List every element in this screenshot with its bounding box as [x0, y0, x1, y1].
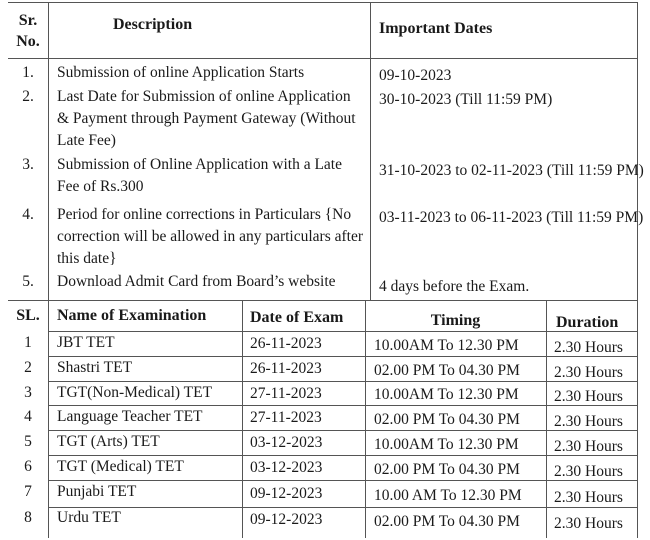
exam-timing: 10.00AM To 12.30 PM [374, 436, 519, 453]
column-divider [48, 300, 49, 538]
header-exam-date: Date of Exam [250, 309, 344, 326]
exam-date: 27-11-2023 [250, 385, 322, 402]
exam-duration: 2.30 Hours [554, 489, 623, 506]
header-sr: Sr. [18, 12, 38, 29]
exam-sl: 2 [24, 359, 32, 376]
row-divider [8, 58, 638, 59]
row-divider [48, 480, 638, 481]
exam-duration: 2.30 Hours [554, 364, 623, 381]
column-divider [242, 300, 243, 538]
schedule-date: 4 days before the Exam. [379, 278, 530, 295]
row-divider [48, 507, 638, 508]
exam-timing: 10.00AM To 12.30 PM [374, 337, 519, 354]
exam-duration: 2.30 Hours [554, 515, 623, 532]
exam-name: TGT (Arts) TET [57, 433, 160, 450]
header-timing: Timing [430, 312, 481, 329]
schedule-sr: 4. [22, 206, 34, 223]
header-important-dates: Important Dates [379, 20, 493, 37]
exam-name: JBT TET [57, 334, 115, 351]
exam-duration: 2.30 Hours [554, 413, 623, 430]
column-divider [48, 2, 49, 300]
header-no: No. [16, 33, 40, 50]
exam-date: 26-11-2023 [250, 360, 322, 377]
exam-name: TGT (Medical) TET [57, 458, 184, 475]
column-divider [365, 300, 366, 538]
schedule-description: Submission of online Application Starts [57, 64, 305, 81]
exam-timing: 10.00AM To 12.30 PM [374, 386, 519, 403]
schedule-description: Download Admit Card from Board’s website [57, 273, 336, 290]
exam-sl: 8 [24, 509, 32, 526]
exam-timing: 02.00 PM To 04.30 PM [374, 362, 520, 379]
exam-timing: 10.00 AM To 12.30 PM [374, 487, 522, 504]
exam-duration: 2.30 Hours [554, 388, 623, 405]
exam-name: Language Teacher TET [57, 408, 203, 425]
exam-date: 09-12-2023 [250, 485, 323, 502]
exam-sl: 4 [24, 408, 32, 425]
exam-sl: 6 [24, 458, 32, 475]
table-border [8, 2, 638, 3]
schedule-date: 31-10-2023 to 02-11-2023 (Till 11:59 PM) [379, 162, 644, 179]
exam-name: Shastri TET [57, 359, 133, 376]
header-exam-name: Name of Examination [57, 307, 207, 324]
exam-timing: 02.00 PM To 04.30 PM [374, 513, 520, 530]
column-divider [370, 2, 371, 300]
exam-name: Punjabi TET [57, 483, 137, 500]
exam-sl: 5 [24, 433, 32, 450]
schedule-date: 03-11-2023 to 06-11-2023 (Till 11:59 PM) [379, 209, 644, 226]
table-border [637, 2, 638, 300]
table-border [637, 300, 638, 538]
exam-name: TGT(Non-Medical) TET [57, 384, 213, 401]
column-divider [546, 300, 547, 538]
exam-timing: 02.00 PM To 04.30 PM [374, 411, 520, 428]
exam-duration: 2.30 Hours [554, 339, 623, 356]
row-divider [48, 356, 638, 357]
exam-timing: 02.00 PM To 04.30 PM [374, 461, 520, 478]
schedule-sr: 1. [22, 64, 34, 81]
schedule-description: Last Date for Submission of online Application & Payment through Payment Gateway (Without Late Fee) [57, 88, 356, 149]
schedule-sr: 3. [22, 156, 34, 173]
schedule-sr: 2. [22, 88, 34, 105]
schedule-description: Period for online corrections in Particulars {No correction will be allowed in any particulars after this date} [57, 206, 363, 267]
exam-name: Urdu TET [57, 509, 121, 526]
exam-date: 09-12-2023 [250, 511, 323, 528]
table-divider [8, 300, 638, 301]
exam-sl: 3 [24, 384, 32, 401]
row-divider [48, 331, 638, 332]
exam-date: 03-12-2023 [250, 459, 323, 476]
schedule-date: 30-10-2023 (Till 11:59 PM) [379, 91, 553, 108]
exam-date: 03-12-2023 [250, 434, 323, 451]
exam-duration: 2.30 Hours [554, 438, 623, 455]
schedule-description: Submission of Online Application with a Late Fee of Rs.300 [57, 156, 342, 195]
header-description: Description [113, 16, 193, 33]
exam-sl: 1 [24, 334, 32, 351]
header-sl: SL. [16, 307, 40, 324]
exam-date: 27-11-2023 [250, 409, 322, 426]
schedule-date: 09-10-2023 [379, 67, 452, 84]
exam-date: 26-11-2023 [250, 335, 322, 352]
exam-sl: 7 [24, 483, 32, 500]
schedule-sr: 5. [22, 273, 34, 290]
header-duration: Duration [556, 314, 619, 331]
exam-duration: 2.30 Hours [554, 463, 623, 480]
